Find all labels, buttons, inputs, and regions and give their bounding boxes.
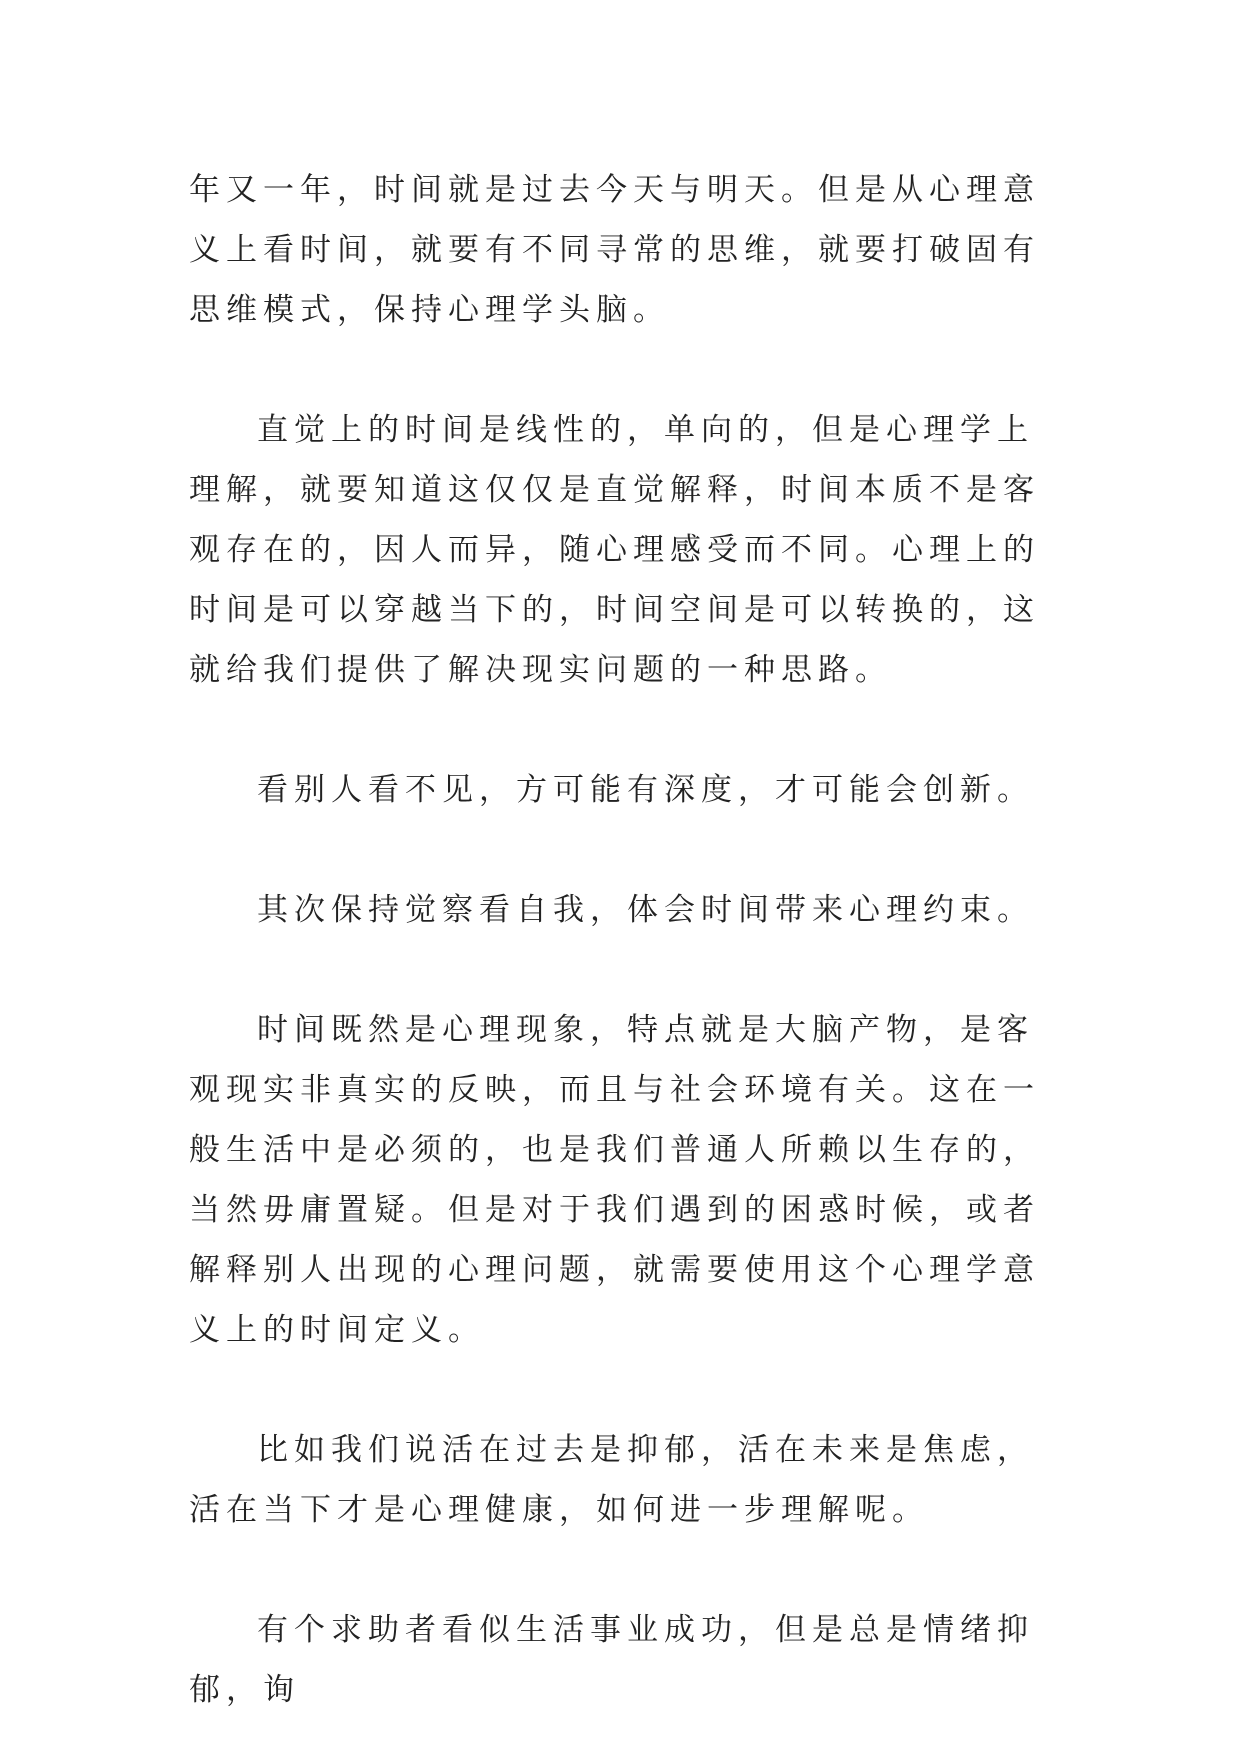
paragraph-5: 时间既然是心理现象，特点就是大脑产物，是客观现实非真实的反映，而且与社会环境有关。这在一般生活中是必须的，也是我们普通人所赖以生存的，当然毋庸置疑。但是对于我们遇到的困惑时候，或者解释别人出现的心理问题，就需要使用这个心理学意义上的时间定义。	[189, 1012, 1040, 1348]
paragraph-1: 年又一年，时间就是过去今天与明天。但是从心理意义上看时间，就要有不同寻常的思维，就要打破固有思维模式，保持心理学头脑。	[189, 172, 1040, 328]
paragraph-6: 比如我们说活在过去是抑郁，活在未来是焦虑，活在当下才是心理健康，如何进一步理解呢。	[189, 1432, 1034, 1528]
paragraph-4: 其次保持觉察看自我，体会时间带来心理约束。	[257, 892, 1034, 928]
paragraph-3: 看别人看不见，方可能有深度，才可能会创新。	[257, 772, 1034, 808]
document-body	[189, 160, 1069, 1720]
paragraph-7: 有个求助者看似生活事业成功，但是总是情绪抑郁，询	[189, 1612, 1034, 1708]
paragraph-2: 直觉上的时间是线性的，单向的，但是心理学上理解，就要知道这仅仅是直觉解释，时间本质不是客观存在的，因人而异，随心理感受而不同。心理上的时间是可以穿越当下的，时间空间是可以转换的，这就给我们提供了解决现实问题的一种思路。	[189, 412, 1040, 688]
